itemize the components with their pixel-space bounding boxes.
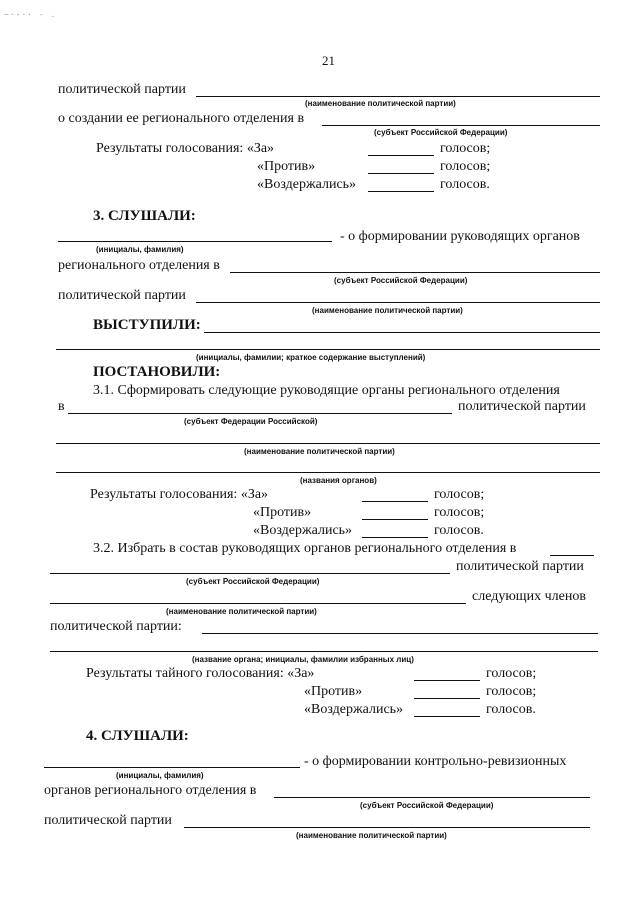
subject-caption-3: (субъект Российской Федерации) bbox=[334, 276, 468, 285]
party-label: политической партии bbox=[58, 82, 186, 97]
regional-label: регионального отделения в bbox=[58, 258, 220, 273]
item-3-2-tail-line[interactable] bbox=[550, 555, 594, 556]
subject-line-4[interactable] bbox=[274, 797, 590, 798]
subject-line[interactable] bbox=[322, 125, 600, 126]
subject-line-3-2[interactable] bbox=[50, 573, 450, 574]
votes-abstain-suffix: голосов. bbox=[440, 177, 490, 192]
initials-caption: (инициалы, фамилия) bbox=[96, 245, 184, 254]
abstain-label-3: «Воздержались» bbox=[253, 523, 353, 538]
secret-votes-against-line[interactable] bbox=[414, 698, 480, 699]
elected-caption: (название органа; инициалы, фамилии избранных лиц) bbox=[192, 655, 414, 664]
agenda-text-4: - о формировании контрольно-ревизионных bbox=[304, 754, 567, 769]
subject-caption-4: (субъект Российской Федерации) bbox=[360, 801, 494, 810]
resolved-heading: ПОСТАНОВИЛИ: bbox=[93, 364, 221, 380]
votes-against-suffix-3: голосов; bbox=[434, 505, 485, 520]
organs-label-4: органов регионального отделения в bbox=[44, 783, 257, 798]
party-line-3[interactable] bbox=[196, 302, 600, 303]
secret-votes-for-suffix: голосов; bbox=[486, 666, 537, 681]
speaker-initials-line[interactable] bbox=[58, 241, 332, 242]
item-3-2-text: 3.2. Избрать в состав руководящих органов регионального отделения в bbox=[93, 541, 517, 556]
votes-for-suffix-3: голосов; bbox=[434, 487, 485, 502]
secret-votes-abstain-suffix: голосов. bbox=[486, 702, 536, 717]
page-number: 21 bbox=[322, 53, 335, 68]
elected-line[interactable] bbox=[50, 651, 598, 652]
party-line-4[interactable] bbox=[184, 827, 590, 828]
party-colon-line[interactable] bbox=[202, 633, 598, 634]
party-name-caption: (наименование политической партии) bbox=[305, 99, 456, 108]
abstain-label: «Воздержались» bbox=[257, 177, 357, 192]
against-label: «Против» bbox=[257, 159, 316, 174]
votes-for-line[interactable] bbox=[368, 155, 434, 156]
secret-results-label: Результаты тайного голосования: «За» bbox=[86, 666, 315, 681]
in-label: в bbox=[58, 399, 65, 414]
subject-caption: (субъект Российской Федерации) bbox=[374, 128, 508, 137]
results-label-3: Результаты голосования: «За» bbox=[90, 487, 269, 502]
votes-against-line-3[interactable] bbox=[362, 519, 428, 520]
votes-for-line-3[interactable] bbox=[362, 501, 428, 502]
votes-for-suffix: голосов; bbox=[440, 141, 491, 156]
votes-abstain-suffix-3: голосов. bbox=[434, 523, 484, 538]
party-label-3: политической партии bbox=[58, 288, 186, 303]
subject-line-3-1[interactable] bbox=[68, 413, 452, 414]
spoke-caption: (инициалы, фамилии; краткое содержание выступлений) bbox=[196, 353, 426, 362]
secret-against-label: «Против» bbox=[304, 684, 363, 699]
party-suffix-3-2: политической партии bbox=[456, 559, 584, 574]
organs-line[interactable] bbox=[56, 472, 600, 473]
members-suffix: следующих членов bbox=[472, 589, 586, 604]
votes-against-line[interactable] bbox=[368, 173, 434, 174]
party-suffix-3-1: политической партии bbox=[458, 399, 586, 414]
party-label-4: политической партии bbox=[44, 813, 172, 828]
subject-line-3[interactable] bbox=[230, 272, 600, 273]
organs-caption: (названия органов) bbox=[300, 476, 377, 485]
initials-caption-4: (инициалы, фамилия) bbox=[116, 771, 204, 780]
secret-votes-against-suffix: голосов; bbox=[486, 684, 537, 699]
secret-abstain-label: «Воздержались» bbox=[304, 702, 404, 717]
section-4-heading: 4. СЛУШАЛИ: bbox=[86, 728, 189, 744]
party-colon-label: политической партии: bbox=[50, 619, 182, 634]
party-line-3-1[interactable] bbox=[56, 443, 600, 444]
scan-artifact: ~·-·· - . bbox=[4, 10, 57, 19]
votes-abstain-line-3[interactable] bbox=[362, 537, 428, 538]
party-line-3-2[interactable] bbox=[50, 603, 466, 604]
votes-against-suffix: голосов; bbox=[440, 159, 491, 174]
item-3-1-text: 3.1. Сформировать следующие руководящие органы регионального отделения bbox=[93, 383, 560, 398]
section-3-heading: 3. СЛУШАЛИ: bbox=[93, 208, 196, 224]
party-caption-3-2: (наименование политической партии) bbox=[166, 607, 317, 616]
spoke-heading: ВЫСТУПИЛИ: bbox=[93, 317, 201, 333]
spoke-line-1[interactable] bbox=[204, 332, 600, 333]
secret-votes-abstain-line[interactable] bbox=[414, 716, 480, 717]
secret-votes-for-line[interactable] bbox=[414, 680, 480, 681]
speaker-initials-line-4[interactable] bbox=[44, 767, 300, 768]
creation-label: о создании ее регионального отделения в bbox=[58, 111, 305, 126]
results-label: Результаты голосования: «За» bbox=[96, 141, 275, 156]
subject-caption-3-2: (субъект Российской Федерации) bbox=[186, 577, 320, 586]
party-name-line[interactable] bbox=[196, 96, 600, 97]
against-label-3: «Против» bbox=[253, 505, 312, 520]
party-caption-4: (наименование политической партии) bbox=[296, 831, 447, 840]
spoke-line-2[interactable] bbox=[56, 349, 600, 350]
party-caption-3: (наименование политической партии) bbox=[312, 306, 463, 315]
subject-caption-3-1: (субъект Федерации Российской) bbox=[184, 417, 318, 426]
party-caption-3-1: (наименование политической партии) bbox=[244, 447, 395, 456]
agenda-text: - о формировании руководящих органов bbox=[340, 229, 580, 244]
votes-abstain-line[interactable] bbox=[368, 191, 434, 192]
